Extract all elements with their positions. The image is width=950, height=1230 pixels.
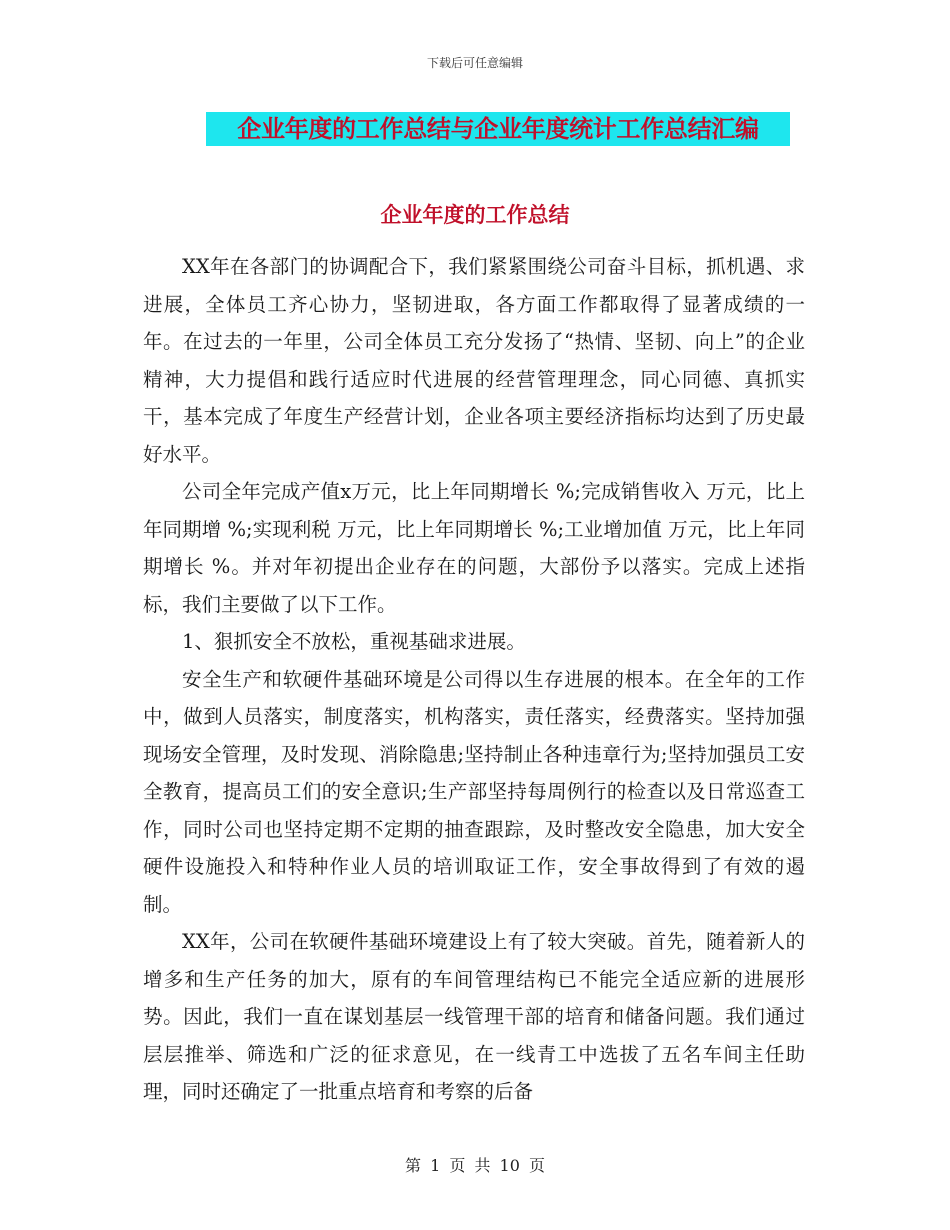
- document-title-highlight: [206, 112, 790, 146]
- header-note: 下载后可任意编辑: [426, 56, 523, 70]
- paragraph: XX年在各部门的协调配合下，我们紧紧围绕公司奋斗目标，抓机遇、求进展，全体员工齐心协力，坚韧进取，各方面工作都取得了显著成绩的一年。在过去的一年里，公司全体员工充分发扬了“热情、坚韧、向上”的企业精神，大力提倡和践行适应时代进展的经营管理理念，同心同德、真抓实干，基本完成了年度生产经营计划，企业各项主要经济指标均达到了历史最好水平。: [143, 255, 805, 466]
- page-footer: 第 1 页 共 10 页: [405, 1156, 545, 1175]
- section-title: 企业年度的工作总结: [380, 203, 570, 227]
- document-body: [143, 248, 805, 1111]
- paragraph-heading: 1、狠抓安全不放松，重视基础求进展。: [182, 630, 526, 653]
- document-title: 企业年度的工作总结与企业年度统计工作总结汇编: [237, 115, 759, 143]
- paragraph: 安全生产和软硬件基础环境是公司得以生存进展的根本。在全年的工作中，做到人员落实，制度落实，机构落实，责任落实，经费落实。坚持加强现场安全管理，及时发现、消除隐患;坚持制止各种违章行为;坚持加强员工安全教育，提高员工们的安全意识;生产部坚持每周例行的检查以及日常巡查工作，同时公司也坚持定期不定期的抽查跟踪，及时整改安全隐患，加大安全硬件设施投入和特种作业人员的培训取证工作，安全事故得到了有效的遏制。: [143, 667, 805, 916]
- paragraph: XX年，公司在软硬件基础环境建设上有了较大突破。首先，随着新人的增多和生产任务的加大，原有的车间管理结构已不能完全适应新的进展形势。因此，我们一直在谋划基层一线管理干部的培育和储备问题。我们通过层层推举、筛选和广泛的征求意见，在一线青工中选拔了五名车间主任助理，同时还确定了一批重点培育和考察的后备: [143, 930, 805, 1103]
- paragraph: 公司全年完成产值x万元，比上年同期增长 %;完成销售收入 万元，比上年同期增 %;实现利税 万元，比上年同期增长 %;工业增加值 万元，比上年同期增长 %。并对年初提出企业存在的问题，大部份予以落实。完成上述指标，我们主要做了以下工作。: [143, 480, 805, 616]
